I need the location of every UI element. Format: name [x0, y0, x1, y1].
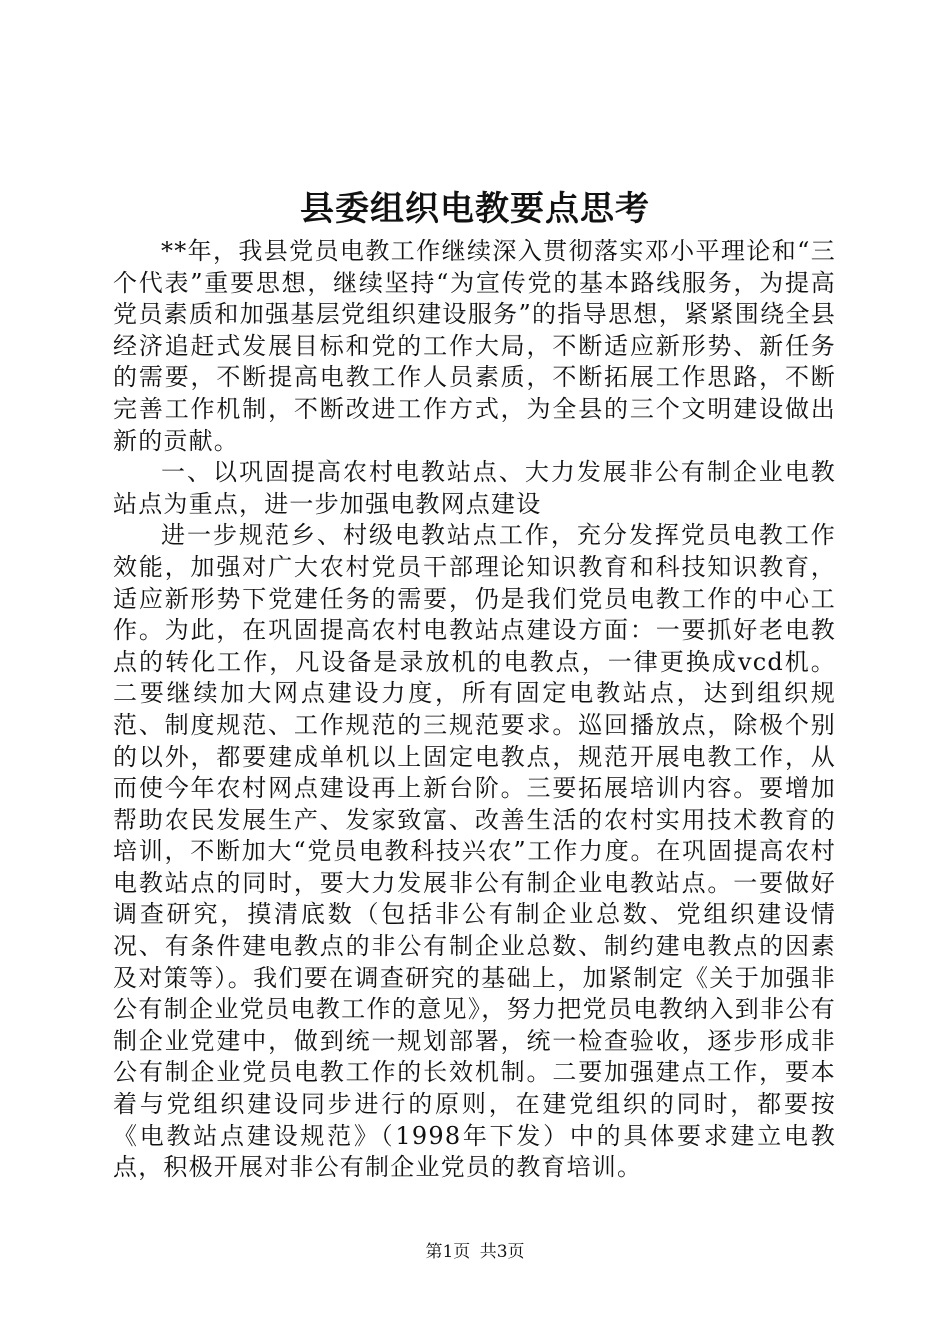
- paragraph-intro: **年，我县党员电教工作继续深入贯彻落实邓小平理论和“三个代表”重要思想，继续坚持“为宣传党的基本路线服务，为提高党员素质和加强基层党组织建设服务”的指导思想，紧紧围绕全县经济追赶式发展目标和党的工作大局，不断适应新形势、新任务的需要，不断提高电教工作人员素质，不断拓展工作思路，不断完善工作机制，不断改进工作方式，为全县的三个文明建设做出新的贡献。: [113, 237, 836, 455]
- page-number: 第1页: [425, 1242, 471, 1262]
- document-title: 县委组织电教要点思考: [300, 189, 650, 229]
- paragraph-section-body: 进一步规范乡、村级电教站点工作，充分发挥党员电教工作效能，加强对广大农村党员干部理论知识教育和科技知识教育，适应新形势下党建任务的需要，仍是我们党员电教工作的中心工作。为此，在巩固提高农村电教站点建设方面：一要抓好老电教点的转化工作，凡设备是录放机的电教点，一律更换成vcd机。二要继续加大网点建设力度，所有固定电教站点，达到组织规范、制度规范、工作规范的三规范要求。巡回播放点，除极个别的以外，都要建成单机以上固定电教点，规范开展电教工作，从而使今年农村网点建设再上新台阶。三要拓展培训内容。要增加帮助农民发展生产、发家致富、改善生活的农村实用技术教育的培训，不断加大“党员电教科技兴农”工作力度。在巩固提高农村电教站点的同时，要大力发展非公有制企业电教站点。一要做好调查研究，摸清底数（包括非公有制企业总数、党组织建设情况、有条件建电教点的非公有制企业总数、制约建电教点的因素及对策等）。我们要在调查研究的基础上，加紧制定《关于加强非公有制企业党员电教工作的意见》，努力把党员电教纳入到非公有制企业党建中，做到统一规划部署，统一检查验收，逐步形成非公有制企业党员电教工作的长效机制。二要加强建点工作，要本着与党组织建设同步进行的原则，在建党组织的同时，都要按《电教站点建设规范》（1998年下发）中的具体要求建立电教点，积极开展对非公有制企业党员的教育培训。: [113, 521, 836, 1182]
- paragraph-section-heading: 一、以巩固提高农村电教站点、大力发展非公有制企业电教站点为重点，进一步加强电教网点建设: [113, 458, 836, 518]
- page-footer: [0, 1240, 950, 1264]
- document-body: [113, 236, 836, 1184]
- page-total: 共3页: [479, 1242, 525, 1262]
